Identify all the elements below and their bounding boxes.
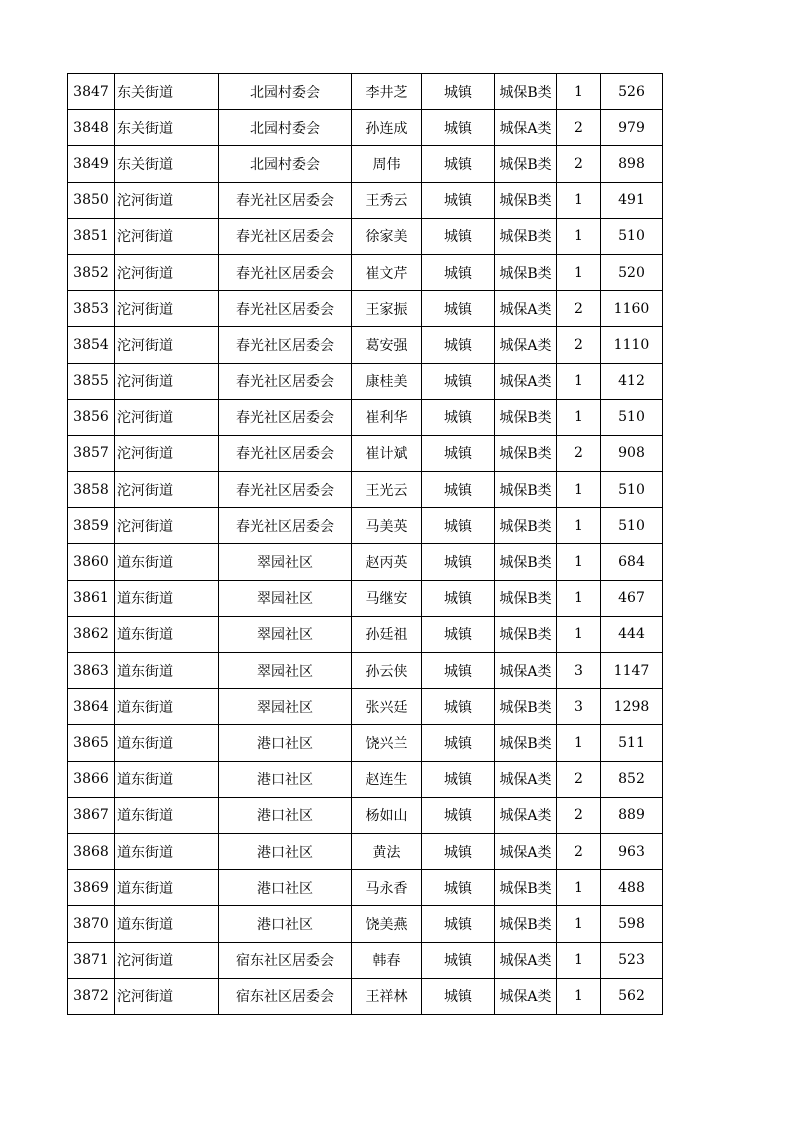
table-row	[68, 942, 663, 978]
record-id-cell: 3851	[68, 218, 115, 254]
community-cell: 翠园社区	[219, 689, 352, 725]
name-cell: 赵丙英	[352, 544, 422, 580]
category-cell: 城保B类	[495, 870, 557, 906]
name-cell: 饶兴兰	[352, 725, 422, 761]
household-count-cell: 1	[557, 978, 601, 1014]
area-cell: 城镇	[422, 399, 495, 435]
street-cell: 沱河街道	[115, 942, 219, 978]
area-cell: 城镇	[422, 544, 495, 580]
street-cell: 沱河街道	[115, 254, 219, 290]
table-row	[68, 870, 663, 906]
category-cell: 城保B类	[495, 616, 557, 652]
record-id-cell: 3863	[68, 653, 115, 689]
street-cell: 东关街道	[115, 110, 219, 146]
street-cell: 道东街道	[115, 689, 219, 725]
amount-cell: 562	[601, 978, 663, 1014]
community-cell: 北园村委会	[219, 74, 352, 110]
table-row	[68, 725, 663, 761]
table-row	[68, 327, 663, 363]
name-cell: 韩春	[352, 942, 422, 978]
name-cell: 孙廷祖	[352, 616, 422, 652]
street-cell: 东关街道	[115, 146, 219, 182]
record-id-cell: 3849	[68, 146, 115, 182]
street-cell: 沱河街道	[115, 472, 219, 508]
amount-cell: 510	[601, 472, 663, 508]
street-cell: 沱河街道	[115, 399, 219, 435]
area-cell: 城镇	[422, 182, 495, 218]
area-cell: 城镇	[422, 146, 495, 182]
household-count-cell: 3	[557, 689, 601, 725]
name-cell: 杨如山	[352, 797, 422, 833]
category-cell: 城保B类	[495, 508, 557, 544]
table-row	[68, 616, 663, 652]
street-cell: 道东街道	[115, 616, 219, 652]
area-cell: 城镇	[422, 797, 495, 833]
name-cell: 李井芝	[352, 74, 422, 110]
table-row	[68, 110, 663, 146]
household-count-cell: 1	[557, 870, 601, 906]
amount-cell: 526	[601, 74, 663, 110]
record-id-cell: 3858	[68, 472, 115, 508]
household-count-cell: 1	[557, 544, 601, 580]
area-cell: 城镇	[422, 218, 495, 254]
household-count-cell: 2	[557, 291, 601, 327]
amount-cell: 1110	[601, 327, 663, 363]
name-cell: 张兴廷	[352, 689, 422, 725]
household-count-cell: 1	[557, 508, 601, 544]
street-cell: 道东街道	[115, 797, 219, 833]
community-cell: 港口社区	[219, 725, 352, 761]
area-cell: 城镇	[422, 435, 495, 471]
category-cell: 城保B类	[495, 544, 557, 580]
area-cell: 城镇	[422, 110, 495, 146]
category-cell: 城保A类	[495, 833, 557, 869]
street-cell: 沱河街道	[115, 218, 219, 254]
community-cell: 港口社区	[219, 833, 352, 869]
household-count-cell: 2	[557, 327, 601, 363]
name-cell: 崔利华	[352, 399, 422, 435]
household-count-cell: 1	[557, 580, 601, 616]
amount-cell: 684	[601, 544, 663, 580]
table-row	[68, 399, 663, 435]
category-cell: 城保A类	[495, 942, 557, 978]
category-cell: 城保A类	[495, 291, 557, 327]
name-cell: 孙云侠	[352, 653, 422, 689]
record-id-cell: 3868	[68, 833, 115, 869]
name-cell: 马美英	[352, 508, 422, 544]
amount-cell: 510	[601, 218, 663, 254]
area-cell: 城镇	[422, 508, 495, 544]
record-id-cell: 3867	[68, 797, 115, 833]
area-cell: 城镇	[422, 761, 495, 797]
name-cell: 孙连成	[352, 110, 422, 146]
name-cell: 马永香	[352, 870, 422, 906]
category-cell: 城保A类	[495, 110, 557, 146]
community-cell: 春光社区居委会	[219, 218, 352, 254]
name-cell: 王秀云	[352, 182, 422, 218]
record-id-cell: 3854	[68, 327, 115, 363]
category-cell: 城保B类	[495, 218, 557, 254]
table-row	[68, 254, 663, 290]
record-id-cell: 3855	[68, 363, 115, 399]
household-count-cell: 1	[557, 399, 601, 435]
amount-cell: 1298	[601, 689, 663, 725]
street-cell: 道东街道	[115, 870, 219, 906]
household-count-cell: 1	[557, 254, 601, 290]
street-cell: 道东街道	[115, 544, 219, 580]
amount-cell: 510	[601, 399, 663, 435]
household-count-cell: 1	[557, 363, 601, 399]
amount-cell: 598	[601, 906, 663, 942]
record-id-cell: 3859	[68, 508, 115, 544]
street-cell: 道东街道	[115, 725, 219, 761]
record-id-cell: 3861	[68, 580, 115, 616]
record-id-cell: 3872	[68, 978, 115, 1014]
community-cell: 北园村委会	[219, 146, 352, 182]
name-cell: 崔计斌	[352, 435, 422, 471]
name-cell: 徐家美	[352, 218, 422, 254]
amount-cell: 510	[601, 508, 663, 544]
community-cell: 春光社区居委会	[219, 254, 352, 290]
community-cell: 春光社区居委会	[219, 291, 352, 327]
table-row	[68, 472, 663, 508]
community-cell: 港口社区	[219, 797, 352, 833]
name-cell: 王家振	[352, 291, 422, 327]
community-cell: 北园村委会	[219, 110, 352, 146]
table-row	[68, 978, 663, 1014]
table-row	[68, 544, 663, 580]
table-row	[68, 74, 663, 110]
record-id-cell: 3852	[68, 254, 115, 290]
record-id-cell: 3864	[68, 689, 115, 725]
record-id-cell: 3869	[68, 870, 115, 906]
amount-cell: 488	[601, 870, 663, 906]
area-cell: 城镇	[422, 616, 495, 652]
area-cell: 城镇	[422, 580, 495, 616]
community-cell: 宿东社区居委会	[219, 978, 352, 1014]
table-row	[68, 291, 663, 327]
household-count-cell: 1	[557, 74, 601, 110]
category-cell: 城保B类	[495, 254, 557, 290]
community-cell: 翠园社区	[219, 653, 352, 689]
area-cell: 城镇	[422, 906, 495, 942]
record-id-cell: 3866	[68, 761, 115, 797]
community-cell: 春光社区居委会	[219, 327, 352, 363]
record-id-cell: 3860	[68, 544, 115, 580]
table-row	[68, 761, 663, 797]
category-cell: 城保A类	[495, 327, 557, 363]
category-cell: 城保B类	[495, 906, 557, 942]
record-id-cell: 3870	[68, 906, 115, 942]
street-cell: 道东街道	[115, 580, 219, 616]
amount-cell: 979	[601, 110, 663, 146]
household-count-cell: 2	[557, 761, 601, 797]
household-count-cell: 1	[557, 725, 601, 761]
category-cell: 城保B类	[495, 74, 557, 110]
record-id-cell: 3871	[68, 942, 115, 978]
table-row	[68, 906, 663, 942]
category-cell: 城保B类	[495, 182, 557, 218]
household-count-cell: 2	[557, 146, 601, 182]
name-cell: 黄法	[352, 833, 422, 869]
street-cell: 道东街道	[115, 833, 219, 869]
amount-cell: 889	[601, 797, 663, 833]
records-table-body	[68, 74, 663, 1015]
street-cell: 沱河街道	[115, 508, 219, 544]
amount-cell: 1147	[601, 653, 663, 689]
household-count-cell: 1	[557, 616, 601, 652]
record-id-cell: 3848	[68, 110, 115, 146]
table-row	[68, 146, 663, 182]
amount-cell: 1160	[601, 291, 663, 327]
record-id-cell: 3850	[68, 182, 115, 218]
street-cell: 沱河街道	[115, 327, 219, 363]
area-cell: 城镇	[422, 363, 495, 399]
table-row	[68, 363, 663, 399]
amount-cell: 412	[601, 363, 663, 399]
street-cell: 道东街道	[115, 653, 219, 689]
record-id-cell: 3865	[68, 725, 115, 761]
household-count-cell: 2	[557, 797, 601, 833]
household-count-cell: 1	[557, 182, 601, 218]
name-cell: 马继安	[352, 580, 422, 616]
record-id-cell: 3856	[68, 399, 115, 435]
street-cell: 道东街道	[115, 906, 219, 942]
household-count-cell: 3	[557, 653, 601, 689]
community-cell: 港口社区	[219, 906, 352, 942]
table-row	[68, 508, 663, 544]
category-cell: 城保A类	[495, 978, 557, 1014]
table-row	[68, 580, 663, 616]
amount-cell: 444	[601, 616, 663, 652]
community-cell: 春光社区居委会	[219, 435, 352, 471]
community-cell: 春光社区居委会	[219, 182, 352, 218]
record-id-cell: 3862	[68, 616, 115, 652]
category-cell: 城保A类	[495, 363, 557, 399]
amount-cell: 523	[601, 942, 663, 978]
area-cell: 城镇	[422, 689, 495, 725]
name-cell: 周伟	[352, 146, 422, 182]
street-cell: 沱河街道	[115, 363, 219, 399]
street-cell: 沱河街道	[115, 182, 219, 218]
name-cell: 赵连生	[352, 761, 422, 797]
record-id-cell: 3847	[68, 74, 115, 110]
area-cell: 城镇	[422, 833, 495, 869]
street-cell: 沱河街道	[115, 291, 219, 327]
category-cell: 城保A类	[495, 761, 557, 797]
household-count-cell: 2	[557, 110, 601, 146]
community-cell: 翠园社区	[219, 616, 352, 652]
street-cell: 道东街道	[115, 761, 219, 797]
community-cell: 港口社区	[219, 870, 352, 906]
area-cell: 城镇	[422, 725, 495, 761]
community-cell: 春光社区居委会	[219, 363, 352, 399]
area-cell: 城镇	[422, 74, 495, 110]
household-count-cell: 2	[557, 435, 601, 471]
category-cell: 城保B类	[495, 399, 557, 435]
area-cell: 城镇	[422, 942, 495, 978]
amount-cell: 511	[601, 725, 663, 761]
street-cell: 沱河街道	[115, 435, 219, 471]
community-cell: 春光社区居委会	[219, 508, 352, 544]
household-count-cell: 1	[557, 472, 601, 508]
table-row	[68, 182, 663, 218]
community-cell: 港口社区	[219, 761, 352, 797]
area-cell: 城镇	[422, 472, 495, 508]
household-count-cell: 1	[557, 942, 601, 978]
category-cell: 城保B类	[495, 435, 557, 471]
name-cell: 崔文芹	[352, 254, 422, 290]
community-cell: 宿东社区居委会	[219, 942, 352, 978]
area-cell: 城镇	[422, 291, 495, 327]
area-cell: 城镇	[422, 327, 495, 363]
amount-cell: 491	[601, 182, 663, 218]
name-cell: 葛安强	[352, 327, 422, 363]
table-row	[68, 797, 663, 833]
category-cell: 城保B类	[495, 689, 557, 725]
area-cell: 城镇	[422, 653, 495, 689]
table-row	[68, 653, 663, 689]
amount-cell: 520	[601, 254, 663, 290]
street-cell: 沱河街道	[115, 978, 219, 1014]
area-cell: 城镇	[422, 870, 495, 906]
community-cell: 春光社区居委会	[219, 472, 352, 508]
category-cell: 城保A类	[495, 797, 557, 833]
name-cell: 王光云	[352, 472, 422, 508]
name-cell: 饶美燕	[352, 906, 422, 942]
table-row	[68, 435, 663, 471]
category-cell: 城保B类	[495, 472, 557, 508]
name-cell: 康桂美	[352, 363, 422, 399]
record-id-cell: 3853	[68, 291, 115, 327]
area-cell: 城镇	[422, 978, 495, 1014]
record-id-cell: 3857	[68, 435, 115, 471]
community-cell: 春光社区居委会	[219, 399, 352, 435]
area-cell: 城镇	[422, 254, 495, 290]
household-count-cell: 2	[557, 833, 601, 869]
records-table	[67, 73, 663, 1015]
table-row	[68, 833, 663, 869]
category-cell: 城保B类	[495, 580, 557, 616]
amount-cell: 908	[601, 435, 663, 471]
amount-cell: 963	[601, 833, 663, 869]
household-count-cell: 1	[557, 906, 601, 942]
table-row	[68, 689, 663, 725]
name-cell: 王祥林	[352, 978, 422, 1014]
amount-cell: 467	[601, 580, 663, 616]
household-count-cell: 1	[557, 218, 601, 254]
community-cell: 翠园社区	[219, 580, 352, 616]
category-cell: 城保B类	[495, 725, 557, 761]
community-cell: 翠园社区	[219, 544, 352, 580]
street-cell: 东关街道	[115, 74, 219, 110]
category-cell: 城保B类	[495, 146, 557, 182]
table-row	[68, 218, 663, 254]
amount-cell: 852	[601, 761, 663, 797]
amount-cell: 898	[601, 146, 663, 182]
category-cell: 城保A类	[495, 653, 557, 689]
